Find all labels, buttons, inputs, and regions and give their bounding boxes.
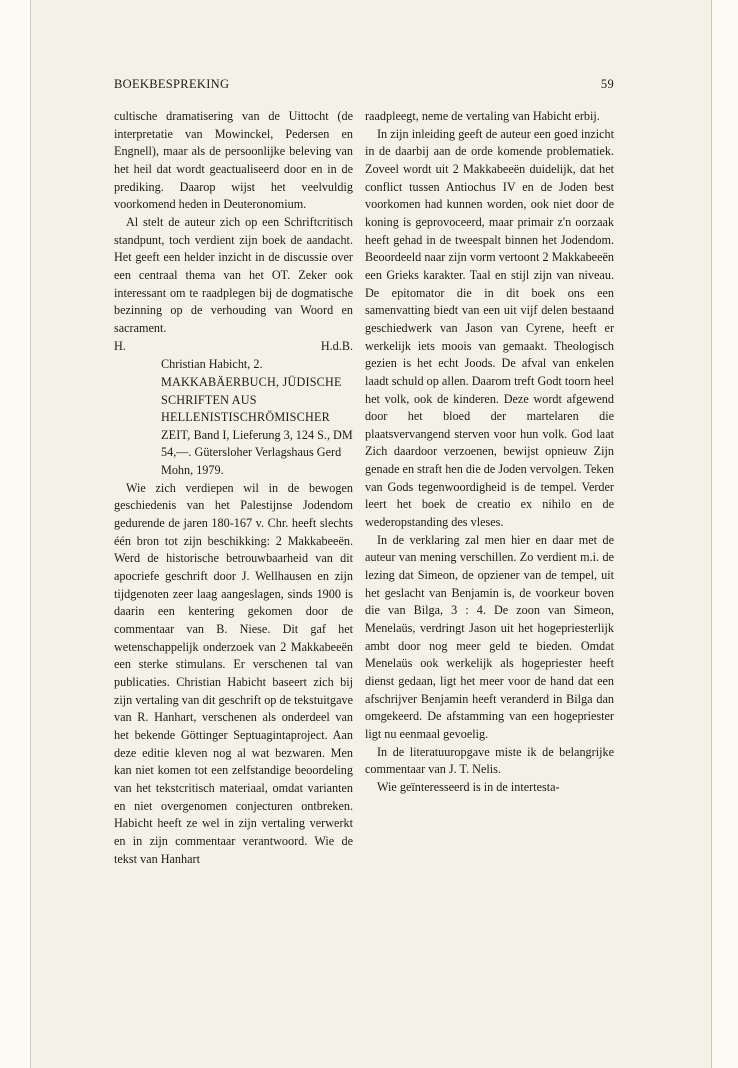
paragraph-right-3: In de verklaring zal men hier en daar met de auteur van mening verschillen. Zo verdient m.i. de lezing dat Simeon, de opziener van de tempel, uit het geslacht van Benjamin is, de voorkeur boven die van Bilga, 3 : 4. De zoon van Simeon, Menelaüs, verdringt Jason uit het hogepriesterlijk ambt door nog meer geld te bieden. Omdat Menelaüs ook werkelijk als hogepriester heeft dienst gedaan, ligt het meer voor de hand dat een afschrijver Benjamin heeft veranderd in Bilga dan omgekeerd. De afstamming van een hogepriester ligt nu eenmaal gevoelig. bbox=[365, 532, 614, 741]
page-number: 59 bbox=[600, 77, 614, 91]
paragraph-left-2: Al stelt de auteur zich op een Schriftcritisch standpunt, toch verdient zijn boek de aandacht. Het geeft een helder inzicht in de discussie over een centraal thema van het OT. Zeker ook interessant om te raadplegen bij de dogmatische bezinning op de verhouding van Woord en sacrament. bbox=[114, 214, 353, 335]
review-heading bbox=[161, 356, 353, 480]
scan-left-margin bbox=[0, 0, 30, 1068]
review-book-details: Band I, Lieferung 3, 124 S., DM 54,—. Gütersloher Verlagshaus Gerd Mohn, 1979. bbox=[161, 427, 353, 478]
paragraph-right-5: Wie geïnteresseerd is in de intertesta- bbox=[377, 779, 560, 794]
paragraph-right-1: raadpleegt, neme de vertaling van Habicht erbij. bbox=[365, 109, 600, 123]
review-author: Christian Habicht, 2. bbox=[161, 357, 263, 372]
section-title: BOEKBESPREKING bbox=[114, 77, 230, 91]
left-column bbox=[114, 108, 353, 868]
paragraph-left-3: Wie zich verdiepen wil in de bewogen geschiedenis van het Palestijnse Jodendom gedurende de jaren 180-167 v. Chr. heeft slechts één bron tot zijn beschikking: 2 Makkabeeën. Werd de historische betrouwbaarheid van dit apocriefe geschrift door J. Wellhausen en zijn tijdgenoten zeer laag aangeslagen, sinds 1900 is daarin een kentering gekomen door de commentaar van B. Niese. Dit gaf het wetenschappelijk onderzoek van 2 Makkabeeën een sterke stimulans. Er verschenen tal van publicaties. Christian Habicht baseert zich bij zijn vertaling van dit geschrift op de tekstuitgave van R. Hanhart, verschenen als onderdeel van het bekende Göttinger Septuagintaproject. Aan deze editie kleven nog al wat bezwaren. Men kan niet komen tot een zelfstandige beoordeling van het tekstcritisch materiaal, omdat varianten en niet overgenomen conjecturen ontbreken. Habicht heeft ze wel in zijn vertaling verwerkt en in zijn commentaar verantwoord. Wie de tekst van Hanhart bbox=[114, 480, 353, 866]
review-book-title: MAKKABÄERBUCH, JÜDISCHE SCHRIFTEN AUS HELLENISTISCHRÖMISCHER ZEIT, bbox=[161, 374, 342, 442]
scan-right-margin bbox=[712, 0, 738, 1068]
paragraph-left-1: cultische dramatisering van de Uittocht (de interpretatie van Mowinckel, Pedersen en Engnell), maar als de persoonlijke beleving van het heil dat wordt geactualiseerd door en in de prediking. Daarop wijst het veelvuldig voorkomend heden in Deuteronomium. bbox=[114, 109, 353, 212]
paragraph-right-2: In zijn inleiding geeft de auteur een goed inzicht in de daarbij aan de orde komende problematiek. Zoveel wordt uit 2 Makkabeeën duidelijk, dat het conflict tussen Antiochus IV en de Joden best voorkomen had kunnen worden, ook niet door de koning is geprovoceerd, maar primair z'n oorzaak heeft gehad in de tweespalt binnen het Jodendom. Beoordeeld naar zijn vorm vertoont 2 Makkabeeën een Grieks karakter. Taal en stijl zijn van niveau. De epitomator die in dit boek ons een samenvatting biedt van een uit vijf delen bestaand geschiedwerk van Jason van Cyrene, heeft er werkelijk iets moois van gemaakt. Theologisch gezien is het echt Joods. De afval van enkelen laadt schuld op allen. Daarom treft Godt toorn heel het volk, ook de kinderen. Deze wordt afgewend door het bloed der martelaren die plaatsvervangend sterven voor hun volk. God laat Zich daardoor verzoenen, bewijst opnieuw Zijn genade en straft hen die de Joden vervolgen. Teken van Gods tegenwoordigheid is de tempel. Verder leert het boek de creatio ex nihilo en de wederopstanding des vleses. bbox=[365, 126, 615, 530]
page-edge-right bbox=[711, 0, 712, 1068]
running-head bbox=[114, 77, 614, 92]
review-signature bbox=[114, 338, 353, 356]
right-column bbox=[365, 108, 614, 797]
signature-initial: H. bbox=[114, 338, 126, 353]
page-edge-left bbox=[30, 0, 31, 1068]
signature-reviewer: H.d.B. bbox=[320, 338, 353, 353]
paragraph-right-4: In de literatuuropgave miste ik de belangrijke commentaar van J. T. Nelis. bbox=[365, 744, 614, 777]
